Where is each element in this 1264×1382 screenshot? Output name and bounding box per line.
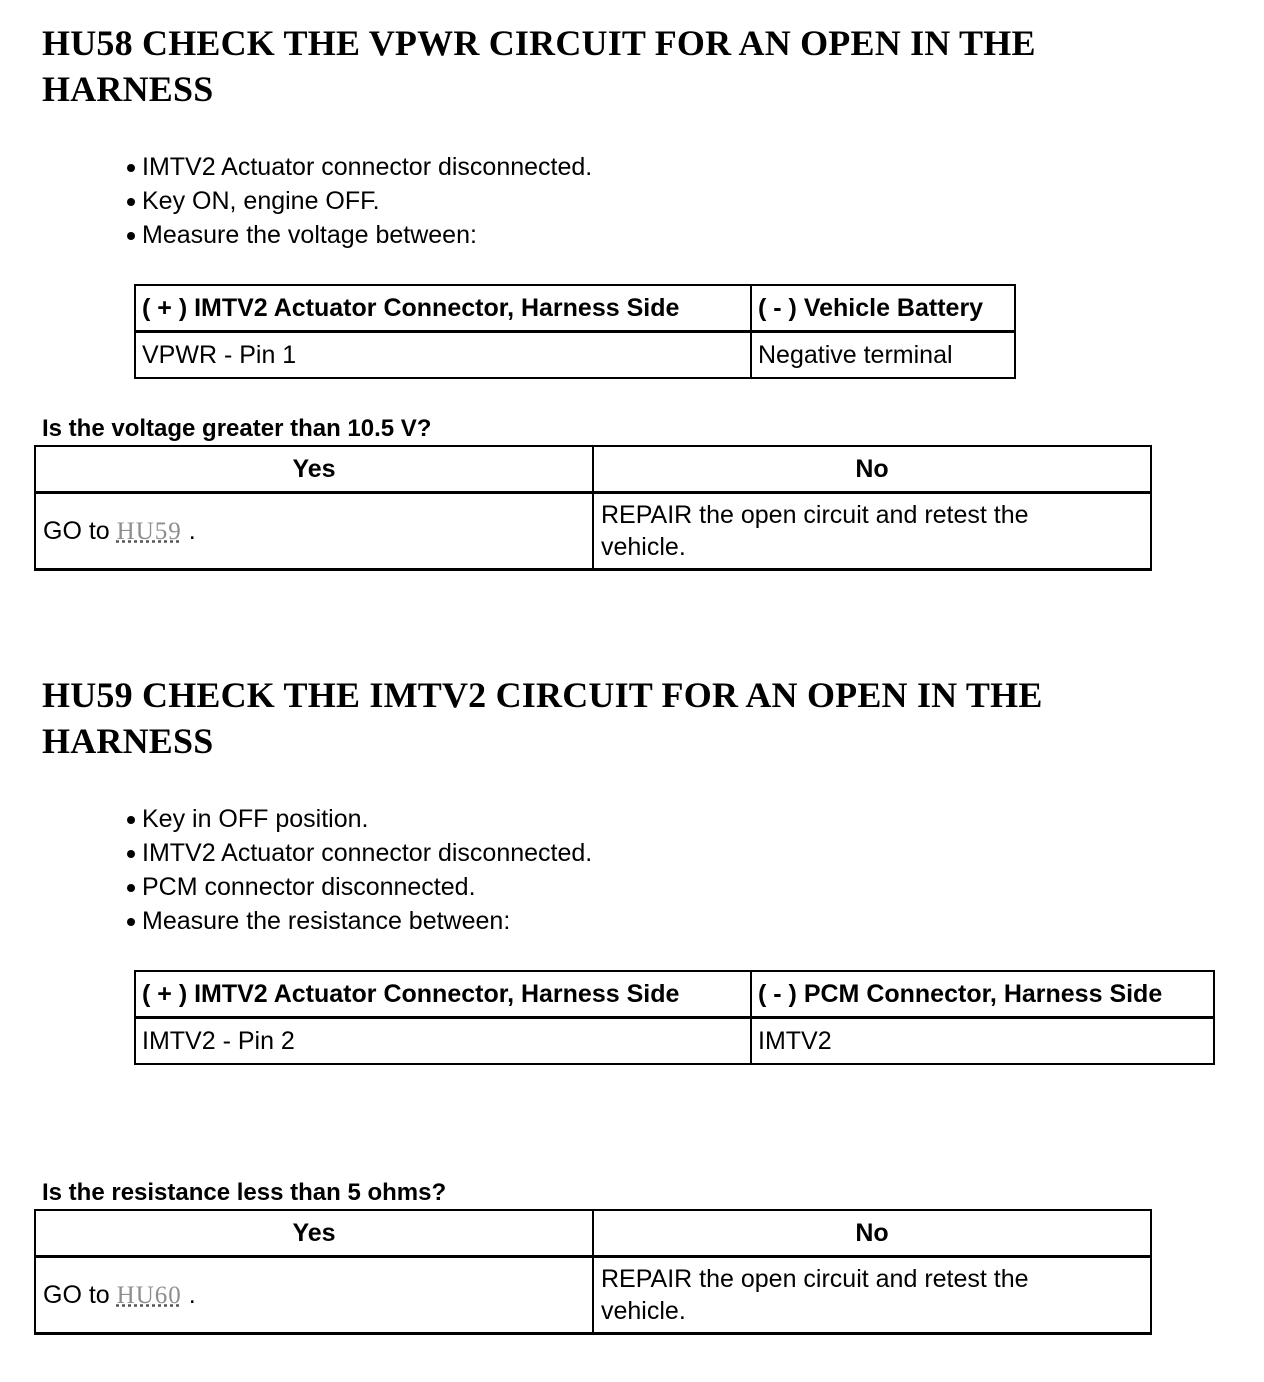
table-row xyxy=(135,332,1015,379)
hu59-link[interactable]: HU59 xyxy=(116,517,182,545)
step-list-hu58 xyxy=(124,150,592,252)
negative-lead-cell: IMTV2 xyxy=(751,1018,1214,1065)
yes-suffix: . xyxy=(188,516,196,545)
section-heading-hu58 xyxy=(42,20,1036,112)
yes-prefix: GO to xyxy=(43,1280,110,1309)
step-item: Key ON, engine OFF. xyxy=(124,184,592,218)
step-item: PCM connector disconnected. xyxy=(124,870,592,904)
hu60-link[interactable]: HU60 xyxy=(116,1281,182,1309)
heading-line-2: HARNESS xyxy=(42,69,214,109)
table-row xyxy=(35,493,1151,570)
yes-header: Yes xyxy=(35,446,593,493)
table-row xyxy=(135,1018,1214,1065)
measurement-table-hu58 xyxy=(134,284,1016,379)
table-header-row xyxy=(135,971,1214,1018)
table-header-row xyxy=(135,285,1015,332)
answer-table-hu59 xyxy=(34,1209,1152,1335)
table-row xyxy=(35,1257,1151,1334)
positive-lead-header: ( + ) IMTV2 Actuator Connector, Harness Side xyxy=(135,285,751,332)
step-list-hu59 xyxy=(124,802,592,938)
positive-lead-header: ( + ) IMTV2 Actuator Connector, Harness Side xyxy=(135,971,751,1018)
question-hu58: Is the voltage greater than 10.5 V? xyxy=(42,415,432,442)
yes-prefix: GO to xyxy=(43,516,110,545)
heading-line-1: HU59 CHECK THE IMTV2 CIRCUIT FOR AN OPEN IN THE xyxy=(42,675,1043,715)
yes-suffix: . xyxy=(188,1280,196,1309)
positive-lead-cell: VPWR - Pin 1 xyxy=(135,332,751,379)
step-item: IMTV2 Actuator connector disconnected. xyxy=(124,836,592,870)
yes-cell xyxy=(35,493,593,570)
step-item: Measure the resistance between: xyxy=(124,904,592,938)
heading-line-2: HARNESS xyxy=(42,721,214,761)
yes-cell xyxy=(35,1257,593,1334)
step-item: Key in OFF position. xyxy=(124,802,592,836)
no-header: No xyxy=(593,1210,1151,1257)
question-hu59: Is the resistance less than 5 ohms? xyxy=(42,1179,447,1206)
answer-table-hu58 xyxy=(34,445,1152,571)
no-header: No xyxy=(593,446,1151,493)
heading-line-1: HU58 CHECK THE VPWR CIRCUIT FOR AN OPEN IN THE xyxy=(42,23,1036,63)
table-header-row xyxy=(35,446,1151,493)
measurement-table-hu59 xyxy=(134,970,1215,1065)
yes-header: Yes xyxy=(35,1210,593,1257)
step-item: IMTV2 Actuator connector disconnected. xyxy=(124,150,592,184)
negative-lead-header: ( - ) Vehicle Battery xyxy=(751,285,1015,332)
section-heading-hu59 xyxy=(42,672,1043,764)
no-cell: REPAIR the open circuit and retest the vehicle. xyxy=(593,1257,1151,1334)
no-cell: REPAIR the open circuit and retest the vehicle. xyxy=(593,493,1151,570)
negative-lead-header: ( - ) PCM Connector, Harness Side xyxy=(751,971,1214,1018)
table-header-row xyxy=(35,1210,1151,1257)
positive-lead-cell: IMTV2 - Pin 2 xyxy=(135,1018,751,1065)
step-item: Measure the voltage between: xyxy=(124,218,592,252)
negative-lead-cell: Negative terminal xyxy=(751,332,1015,379)
